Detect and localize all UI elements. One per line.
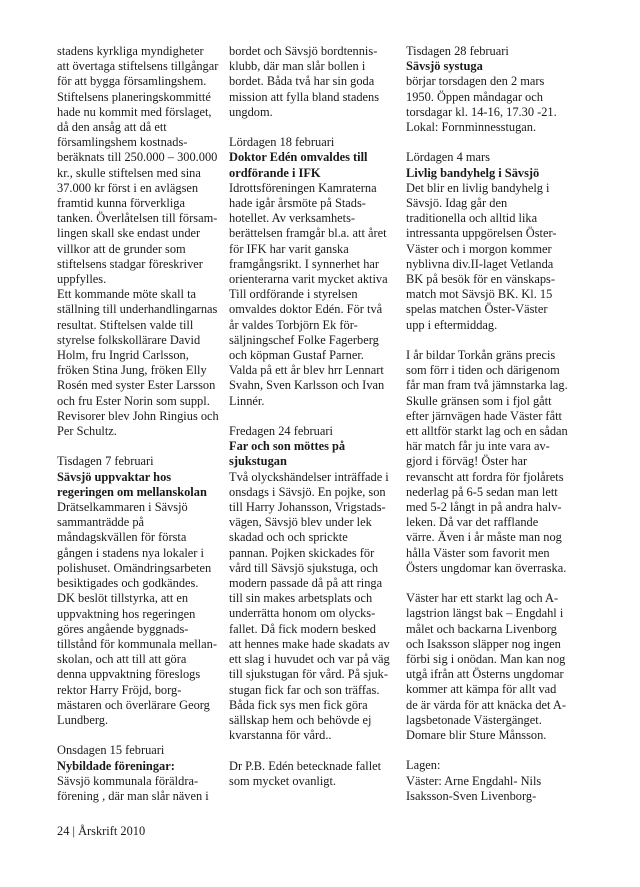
- text-line: omvaldes doktor Edén. För två: [229, 302, 383, 317]
- text-line: lagstrion längst bak – Engdahl i: [406, 606, 564, 621]
- text-line: sammanträdde på: [57, 515, 145, 530]
- text-line: Idrottsföreningen Kamraterna: [229, 180, 377, 195]
- text-line: traditionella och alltid lika: [406, 211, 538, 226]
- text-line: får man fram två jämnstarka lag.: [406, 378, 568, 393]
- text-line: Till ordförande i styrelsen: [229, 287, 358, 302]
- text-line: Rosén med syster Ester Larsson: [57, 378, 216, 393]
- text-line: gången i stadens nya lokaler i: [57, 545, 204, 560]
- text-line: sällskap hem och behövde ej: [229, 712, 372, 727]
- article-headline-line: Livlig bandyhelg i Sävsjö: [406, 165, 540, 180]
- text-line: och köpman Gustaf Parner.: [229, 348, 364, 363]
- text-line: år valdes Torbjörn Ek för-: [229, 317, 358, 332]
- text-line: Holm, fru Ingrid Carlsson,: [57, 348, 189, 363]
- text-line: Linnér.: [229, 393, 265, 408]
- text-line: leken. Då var det rafflande: [406, 515, 539, 530]
- article-headline-line: ordförande i IFK: [229, 165, 321, 180]
- article-headline-line: sjukstugan: [229, 454, 287, 469]
- text-line: Sävsjö. Idag går den: [406, 196, 508, 211]
- text-line: Lokal: Fornminnesstugan.: [406, 120, 537, 135]
- text-line: utgå ifrån att Österns ungdomar: [406, 667, 564, 682]
- text-line: Båda fick sys men fick göra: [229, 697, 368, 712]
- text-line: efter järnvägen hade Väster fått: [406, 408, 562, 423]
- text-line: ett alltför starkt lag och en sådan: [406, 424, 568, 439]
- text-line: bordet och Sävsjö bordtennis-: [229, 44, 378, 58]
- text-line: för IFK har varit ganska: [229, 241, 349, 256]
- text-line: att hennes make hade skadats av: [229, 636, 390, 651]
- text-line: vägen, Sävsjö blev under lek: [229, 515, 372, 530]
- text-line: de är värda för att knäcka det A-: [406, 697, 566, 712]
- text-line: kvarstanna för vård..: [229, 728, 332, 743]
- text-line: besiktigades och godkändes.: [57, 576, 199, 591]
- text-line: fröken Stina Jung, fröken Elly: [57, 363, 207, 378]
- text-line: Östers ungdomar kan överraska.: [406, 560, 567, 575]
- text-line: här match får ju inte vara av-: [406, 439, 550, 454]
- text-line: skadad och och sprickte: [229, 530, 348, 545]
- article-headline-line: Far och son möttes på: [229, 439, 346, 454]
- text-line: hade igår årsmöte på Stads-: [229, 196, 366, 211]
- text-line: kommer att kämpa för allt vad: [406, 682, 557, 697]
- text-line: I år bildar Torkån gräns precis: [406, 348, 556, 363]
- text-line: Väster: Arne Engdahl- Nils: [406, 773, 542, 788]
- text-line: DK beslöt tillstyrka, att en: [57, 591, 189, 606]
- text-line: göres angående byggnads-: [57, 621, 189, 636]
- text-line: med 5-2 långt in på andra halv-: [406, 500, 562, 515]
- text-line: Drätselkammaren i Sävsjö: [57, 500, 188, 515]
- text-line: tanken. Överlåtelsen till försam-: [57, 211, 218, 226]
- text-line: Lagen:: [406, 758, 441, 773]
- article-headline-line: Sävsjö systuga: [406, 59, 483, 74]
- text-line: Väster har ett starkt lag och A-: [406, 591, 559, 606]
- text-line: Lördagen 18 februari: [229, 135, 335, 150]
- text-line: uppfylles.: [57, 272, 107, 287]
- text-line: resultat. Stiftelsen valde till: [57, 317, 194, 332]
- text-line: som förr i tiden och därigenom: [406, 363, 560, 378]
- text-line: onsdags i Sävsjö. En pojke, son: [229, 484, 386, 499]
- text-line: Två olyckshändelser inträffade i: [229, 469, 389, 484]
- paragraph-gap: [229, 743, 401, 758]
- text-line: lagsbetonade Västergänget.: [406, 712, 542, 727]
- paragraph-gap: [406, 135, 582, 150]
- text-line: stadens kyrkliga myndigheter: [57, 44, 204, 58]
- text-line: klubb, där man slår bollen i: [229, 59, 366, 74]
- text-line: berättelsen framgår bl.a. att året: [229, 226, 387, 241]
- text-column-middle: [229, 44, 401, 789]
- text-line: säljningschef Folke Fagerberg: [229, 332, 379, 347]
- text-line: förbi sig i onödan. Man kan nog: [406, 652, 566, 667]
- text-line: Skulle gränsen som i fjol gått: [406, 393, 552, 408]
- text-line: till sjukstugan för vård. På sjuk-: [229, 667, 388, 682]
- text-line: Valda på ett år blev hrr Lennart: [229, 363, 384, 378]
- article-headline-line: Doktor Edén omvaldes till: [229, 150, 368, 165]
- text-line: fallet. Då fick modern besked: [229, 621, 376, 636]
- text-line: underrätta honom om olycks-: [229, 606, 376, 621]
- text-line: hotellet. Av verksamhets-: [229, 211, 356, 226]
- text-line: värre. Även i år måste man nog: [406, 530, 562, 545]
- text-line: stugan fick far och son träffas.: [229, 682, 380, 697]
- text-line: vård till Sävsjö sjukstuga, och: [229, 560, 379, 575]
- paragraph-gap: [229, 409, 401, 424]
- text-line: 1950. Öppen måndagar och: [406, 89, 543, 104]
- text-line: Isaksson-Sven Livenborg-: [406, 788, 537, 803]
- text-line: då den ansåg att då ett: [57, 120, 167, 135]
- paragraph-gap: [57, 728, 225, 743]
- text-line: stiftelsens stadgar föreskriver: [57, 256, 203, 271]
- paragraph-gap: [406, 743, 582, 758]
- text-line: tillstånd för kommunala mellan-: [57, 636, 218, 651]
- article-headline-line: Sävsjö uppvaktar hos: [57, 469, 172, 484]
- text-line: Svahn, Sven Karlsson och Ivan: [229, 378, 385, 393]
- text-line: polishuset. Omändringsarbeten: [57, 560, 212, 575]
- text-line: måndagskvällen för första: [57, 530, 187, 545]
- text-line: Per Schultz.: [57, 424, 117, 439]
- text-line: Fredagen 24 februari: [229, 424, 333, 439]
- text-line: som mycket ovanligt.: [229, 773, 337, 788]
- page-footer: 24 | Årskrift 2010: [57, 824, 146, 838]
- text-line: Tisdagen 7 februari: [57, 454, 154, 469]
- paragraph-gap: [57, 439, 225, 454]
- text-line: hade nu kommit med förslaget,: [57, 104, 212, 119]
- text-line: Revisorer blev John Ringius och: [57, 408, 219, 423]
- text-line: Domare blir Sture Månsson.: [406, 728, 547, 743]
- text-line: Väster och i morgon kommer: [406, 241, 552, 256]
- text-line: 37.000 kr först i en avlägsen: [57, 180, 199, 195]
- text-line: framtid kunna förverkliga: [57, 196, 185, 211]
- text-line: denna uppvaktning föreslogs: [57, 667, 201, 682]
- text-line: pannan. Pojken skickades för: [229, 545, 375, 560]
- text-line: modern passade då på att ringa: [229, 576, 383, 591]
- text-line: ställning till underhandlingarnas: [57, 302, 218, 317]
- text-line: församlingshem kostnads-: [57, 135, 188, 150]
- text-column-right: [406, 44, 582, 804]
- text-line: match mot Sävsjö BK. Kl. 15: [406, 287, 553, 302]
- text-line: börjar torsdagen den 2 mars: [406, 74, 545, 89]
- text-line: styrelse folkskollärare David: [57, 332, 201, 347]
- text-line: Onsdagen 15 februari: [57, 743, 165, 758]
- text-line: gjord i förväg! Öster har: [406, 454, 528, 469]
- text-line: Tisdagen 28 februari: [406, 44, 509, 58]
- text-line: kr., skulle stiftelsen med sina: [57, 165, 201, 180]
- text-line: ungdom.: [229, 104, 273, 119]
- text-line: att övertaga stiftelsens tillgångar: [57, 59, 219, 74]
- text-line: framgångsrikt. I synnerhet har: [229, 256, 380, 271]
- text-line: nederlag på 6-5 sedan man lett: [406, 484, 558, 499]
- paragraph-gap: [229, 120, 401, 135]
- text-line: Sävsjö kommunala föräldra-: [57, 773, 199, 788]
- paragraph-gap: [406, 576, 582, 591]
- text-line: orienterarna varit mycket aktiva: [229, 272, 388, 287]
- text-line: Lundberg.: [57, 712, 109, 727]
- text-line: Ett kommande möte skall ta: [57, 287, 197, 302]
- text-line: målet och backarna Livenborg: [406, 621, 557, 636]
- text-line: ett slag i huvudet och var på väg: [229, 652, 390, 667]
- text-line: nyblivna div.II-laget Vetlanda: [406, 256, 554, 271]
- text-line: BK på besök för en vänskaps-: [406, 272, 555, 287]
- text-line: mission att fylla bland stadens: [229, 89, 380, 104]
- text-line: rektor Harry Fröjd, borg-: [57, 682, 182, 697]
- text-line: för att bygga församlingshem.: [57, 74, 207, 89]
- text-line: Stiftelsens planeringskommitté: [57, 89, 211, 104]
- text-line: och Isaksson släpper nog ingen: [406, 636, 561, 651]
- text-line: uppvaktning hos regeringen: [57, 606, 196, 621]
- text-line: villkor att de grunder som: [57, 241, 186, 256]
- text-line: förening , där man slår näven i: [57, 788, 209, 803]
- paragraph-gap: [406, 333, 582, 348]
- text-line: till sin makes arbetsplats och: [229, 591, 373, 606]
- text-line: och fru Ester Norin som suppl.: [57, 393, 210, 408]
- text-line: lingen skall ske endast under: [57, 226, 201, 241]
- text-line: mästaren och överlärare Georg: [57, 697, 210, 712]
- text-line: revanscht att fordra för fjolårets: [406, 469, 564, 484]
- article-headline-line: Nybildade föreningar:: [57, 758, 175, 773]
- text-line: Lördagen 4 mars: [406, 150, 490, 165]
- text-column-left: [57, 44, 225, 804]
- text-line: Dr P.B. Edén betecknade fallet: [229, 758, 382, 773]
- article-headline-line: regeringen om mellanskolan: [57, 484, 207, 499]
- text-line: hålla Väster som favorit men: [406, 545, 550, 560]
- text-line: beräknats till 250.000 – 300.000: [57, 150, 218, 165]
- text-line: spelas matchen Öster-Väster: [406, 302, 548, 317]
- text-line: Det blir en livlig bandyhelg i: [406, 180, 550, 195]
- text-line: upp i eftermiddag.: [406, 317, 498, 332]
- text-line: torsdagar kl. 14-16, 17.30 -21.: [406, 104, 557, 119]
- text-line: intressanta uppgörelsen Öster-: [406, 226, 557, 241]
- text-line: bordet. Båda två har sin goda: [229, 74, 375, 89]
- text-line: skolan, och att till att göra: [57, 652, 187, 667]
- text-line: till Harry Johansson, Vrigstads-: [229, 500, 386, 515]
